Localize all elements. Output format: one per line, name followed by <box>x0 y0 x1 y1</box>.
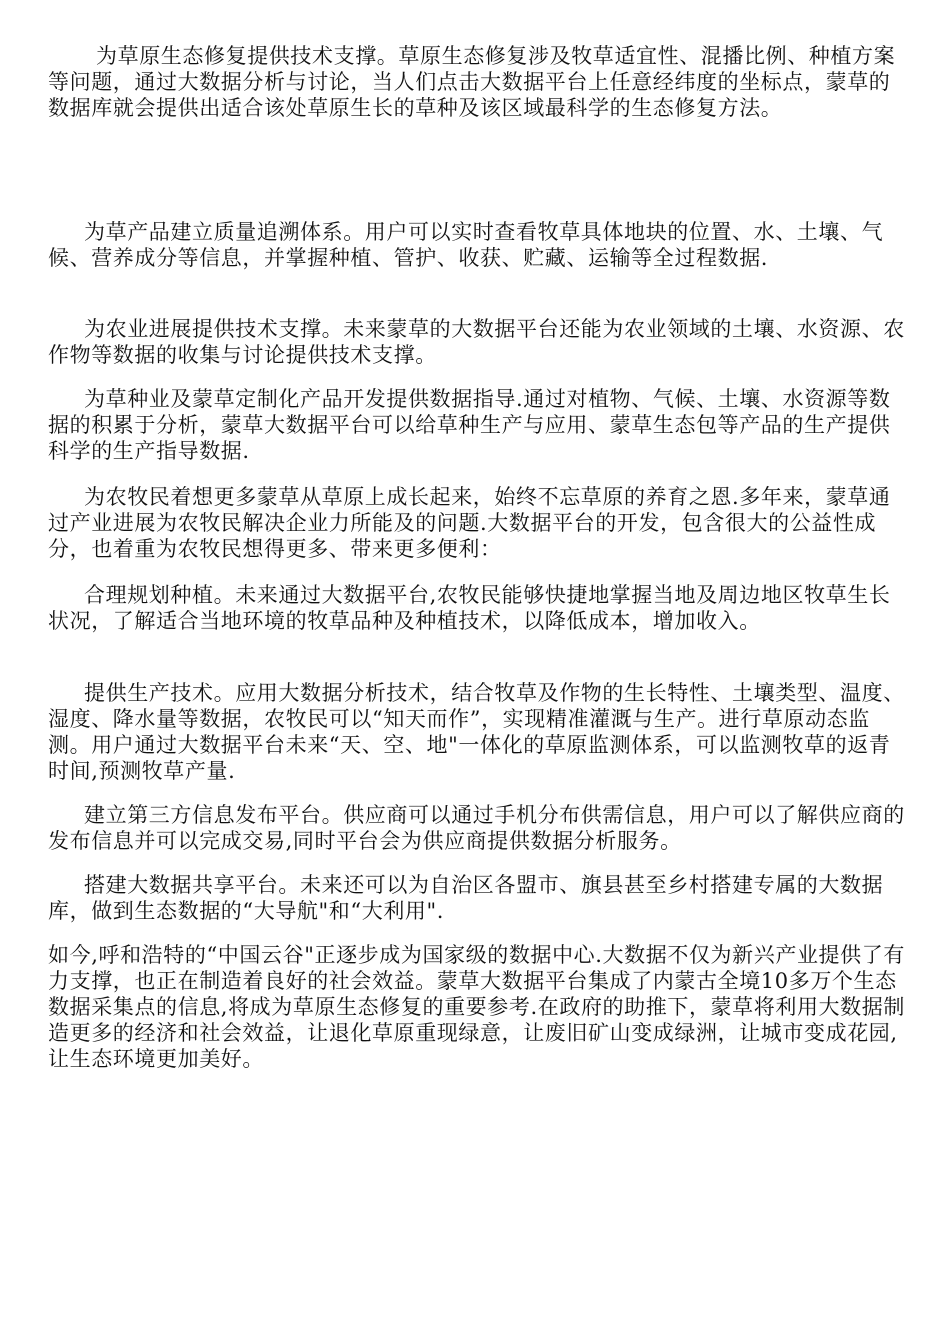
paragraph-planting-planning: 合理规划种植。未来通过大数据平台,农牧民能够快捷地掌握当地及周边地区牧草生长状况，了解适合当地环境的牧草品种及种植技术，以降低成本，增加收入。 <box>48 583 891 633</box>
paragraph-data-sharing-platform: 搭建大数据共享平台。未来还可以为自治区各盟市、旗县甚至乡村搭建专属的大数据库，做到生态数据的“大导航"和“大利用". <box>48 873 884 923</box>
paragraph-production-technology: 提供生产技术。应用大数据分析技术，结合牧草及作物的生长特性、土壤类型、温度、湿度、降水量等数据，农牧民可以“知天而作”，实现精准灌溉与生产。进行草原动态监测。用户通过大数据平台未来“天、空、地"一体化的草原监测体系，可以监测牧草的返青时间,预测牧草产量. <box>48 681 905 783</box>
paragraph-seed-industry: 为草种业及蒙草定制化产品开发提供数据指导.通过对植物、气候、土壤、水资源等数据的积累于分析，蒙草大数据平台可以给草种生产与应用、蒙草生态包等产品的生产提供科学的生产指导数据. <box>48 387 891 463</box>
paragraph-conclusion: 如今,呼和浩特的“中国云谷"正逐步成为国家级的数据中心.大数据不仅为新兴产业提供了有力支撑，也正在制造着良好的社会效益。蒙草大数据平台集成了内蒙古全境10多万个生态数据采集点的信息,将成为草原生态修复的重要参考.在政府的助推下，蒙草将利用大数据制造更多的经济和社会效益，让退化草原重现绿意，让废旧矿山变成绿洲，让城市变成花园,让生态环境更加美好。 <box>48 943 905 1071</box>
paragraph-grassland-restoration: 为草原生态修复提供技术支撑。草原生态修复涉及牧草适宜性、混播比例、种植方案等问题，通过大数据分析与讨论，当人们点击大数据平台上任意经纬度的坐标点，蒙草的数据库就会提供出适合该处草原生长的草种及该区域最科学的生态修复方法。 <box>48 44 896 120</box>
paragraph-agriculture-support: 为农业进展提供技术支撑。未来蒙草的大数据平台还能为农业领域的土壤、水资源、农作物等数据的收集与讨论提供技术支撑。 <box>48 317 905 367</box>
paragraph-third-party-platform: 建立第三方信息发布平台。供应商可以通过手机分布供需信息，用户可以了解供应商的发布信息并可以完成交易,同时平台会为供应商提供数据分析服务。 <box>48 803 905 853</box>
paragraph-quality-traceability: 为草产品建立质量追溯体系。用户可以实时查看牧草具体地块的位置、水、土壤、气候、营养成分等信息，并掌握种植、管护、收获、贮藏、运输等全过程数据. <box>48 220 884 270</box>
paragraph-farmers-herdsmen: 为农牧民着想更多蒙草从草原上成长起来，始终不忘草原的养育之恩.多年来，蒙草通过产业进展为农牧民解决企业力所能及的问题.大数据平台的开发，包含很大的公益性成分，也着重为农牧民想得更多、带来更多便利： <box>48 485 891 561</box>
